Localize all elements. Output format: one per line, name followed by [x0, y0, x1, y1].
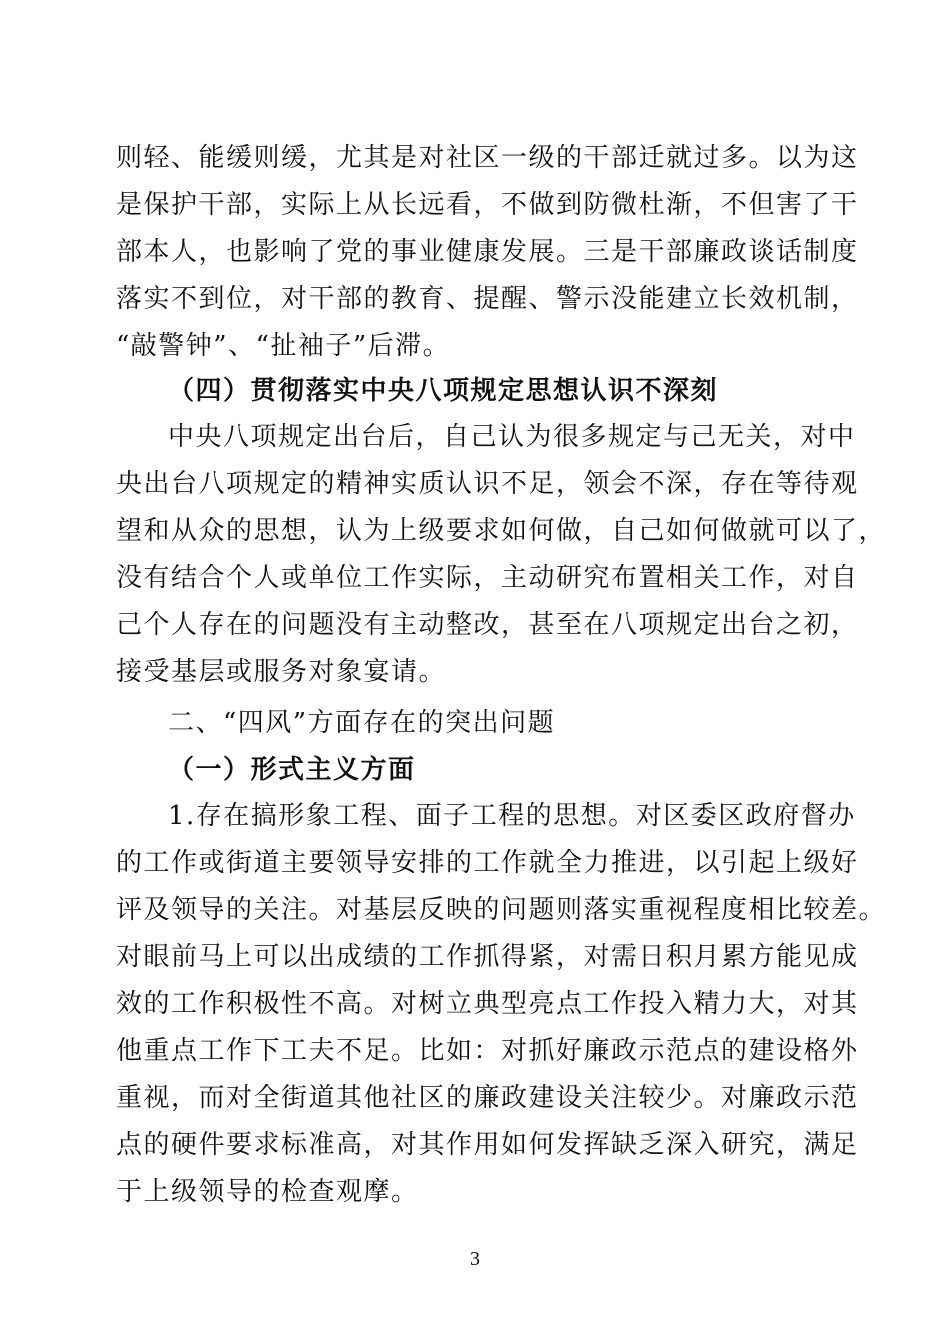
text-line: 重视，而对全街道其他社区的廉政建设关注较少。对廉政示范	[116, 1083, 859, 1113]
section-title: 二、“四风”方面存在的突出问题	[168, 708, 556, 738]
text-line: 他重点工作下工夫不足。比如：对抓好廉政示范点的建设格外	[116, 1036, 859, 1066]
text-line: “敲警钟”、“扯袖子”后滞。	[116, 331, 451, 361]
text-line: 对眼前马上可以出成绩的工作抓得紧，对需日积月累方能见成	[116, 942, 859, 972]
text-line: 望和从众的思想，认为上级要求如何做，自己如何做就可以了，	[116, 516, 887, 546]
page-number: 3	[470, 1248, 480, 1270]
text-line: 中央八项规定出台后，自己认为很多规定与己无关，对中	[168, 422, 856, 452]
text-line: 落实不到位，对干部的教育、提醒、警示没能建立长效机制，	[116, 284, 859, 314]
subsection-heading: （一）形式主义方面	[168, 755, 416, 785]
text-line: 的工作或街道主要领导安排的工作就全力推进，以引起上级好	[116, 848, 859, 878]
text-line: 效的工作积极性不高。对树立典型亮点工作投入精力大，对其	[116, 989, 859, 1019]
section-heading: （四）贯彻落实中央八项规定思想认识不深刻	[168, 376, 719, 406]
text-line: 评及领导的关注。对基层反映的问题则落实重视程度相比较差。	[116, 895, 887, 925]
text-line: 央出台八项规定的精神实质认识不足，领会不深，存在等待观	[116, 469, 859, 499]
text-line: 点的硬件要求标准高，对其作用如何发挥缺乏深入研究，满足	[116, 1130, 859, 1160]
text-line: 己个人存在的问题没有主动整改，甚至在八项规定出台之初，	[116, 610, 859, 640]
text-line: 于上级领导的检查观摩。	[116, 1177, 419, 1207]
text-line: 接受基层或服务对象宴请。	[116, 657, 447, 687]
text-line: 部本人，也影响了党的事业健康发展。三是干部廉政谈话制度	[116, 237, 859, 267]
text-line: 是保护干部，实际上从长远看，不做到防微杜渐，不但害了干	[116, 190, 859, 220]
text-line: 没有结合个人或单位工作实际，主动研究布置相关工作，对自	[116, 563, 859, 593]
text-line: 1.存在搞形象工程、面子工程的思想。对区委区政府督办	[168, 801, 856, 831]
text-line: 则轻、能缓则缓，尤其是对社区一级的干部迁就过多。以为这	[116, 143, 859, 173]
